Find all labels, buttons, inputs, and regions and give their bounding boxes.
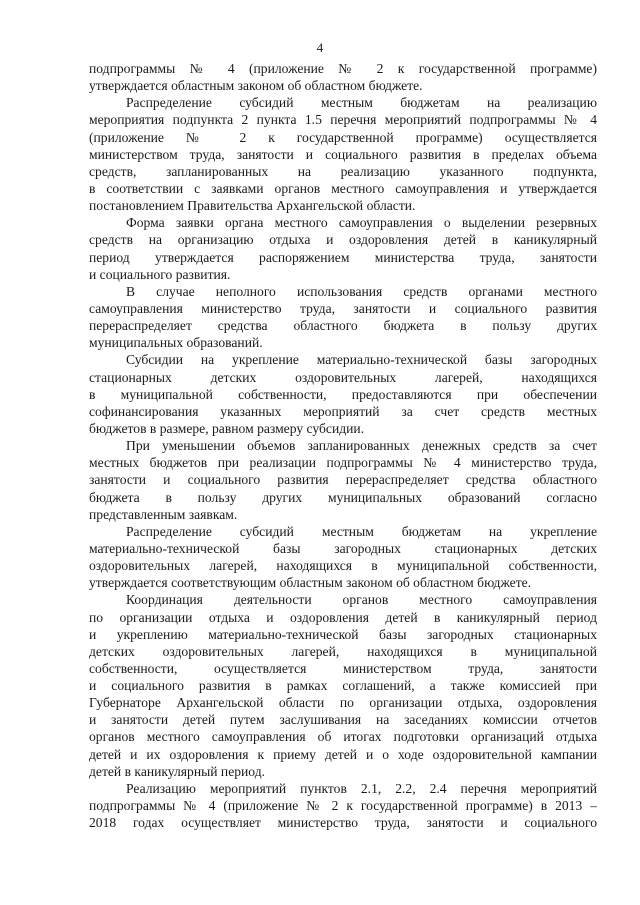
text-line: подпрограммы № 4 (приложение № 2 к государственной программе) в 2013 – <box>89 798 597 814</box>
text-line: и социального развития в рамках соглашений, а также комиссией при <box>89 678 597 694</box>
paragraph <box>89 591 597 780</box>
text-line: 2018 годах осуществляет министерство труда, занятости и социального <box>89 815 597 831</box>
text-line: в муниципальной собственности, предоставляются при обеспечении <box>89 386 597 402</box>
text-line: министерством труда, занятости и социального развития в пределах объема <box>89 146 597 162</box>
text-line: детских оздоровительных лагерей, находящихся в муниципальной <box>89 643 597 659</box>
text-line: материально-технической базы загородных стационарных детских <box>89 540 597 556</box>
text-line: Субсидии на укрепление материально-технической базы загородных <box>126 352 597 368</box>
text-line: перераспределяет средства областного бюджета в пользу других <box>89 318 597 334</box>
text-line: и занятости детей путем заслушивания на заседаниях комиссии отчетов <box>89 712 597 728</box>
text-line: бюджетов в размере, равном размеру субсидии. <box>89 420 365 436</box>
text-line: оздоровительных лагерей, находящихся в муниципальной собственности, <box>89 558 597 574</box>
text-line: и укреплению материально-технической базы загородных стационарных <box>89 626 597 642</box>
text-line: В случае неполного использования средств органами местного <box>126 283 597 299</box>
text-line: При уменьшении объемов запланированных денежных средств за счет <box>126 438 597 454</box>
text-line: самоуправления министерство труда, занятости и социального развития <box>89 300 597 316</box>
paragraph <box>89 214 597 283</box>
paragraph <box>89 60 597 94</box>
paragraph <box>89 437 597 523</box>
text-line: органов местного самоуправления об итогах подготовки организаций отдыха <box>89 729 597 745</box>
paragraph <box>89 283 597 352</box>
text-line: детей и их оздоровления к приему детей и о ходе оздоровительной кампании <box>89 746 597 762</box>
text-line: детей в каникулярный период. <box>89 763 266 779</box>
text-line: подпрограммы № 4 (приложение № 2 к государственной программе) <box>89 61 597 76</box>
paragraph <box>89 351 597 437</box>
text-line: Губернаторе Архангельской области по организации отдыха, оздоровления <box>89 695 597 711</box>
text-line: Распределение субсидий местным бюджетам на укрепление <box>126 523 597 539</box>
text-line: муниципальных образований. <box>89 335 263 351</box>
text-line: Координация деятельности органов местного самоуправления <box>126 592 597 608</box>
page-number: 4 <box>316 40 324 55</box>
text-line: утверждается соответствующим областным законом об областном бюджете. <box>89 575 532 591</box>
text-line: постановлением Правительства Архангельской области. <box>89 198 416 214</box>
text-line: местных бюджетов при реализации подпрограммы № 4 министерство труда, <box>89 455 597 471</box>
text-line: представленным заявкам. <box>89 506 238 522</box>
text-line: Реализацию мероприятий пунктов 2.1, 2.2, 2.4 перечня мероприятий <box>126 780 597 796</box>
text-line: утверждается областным законом об областном бюджете. <box>89 78 423 94</box>
text-line: бюджета в пользу других муниципальных образований согласно <box>89 489 597 505</box>
text-line: и социального развития. <box>89 266 231 282</box>
text-line: период утверждается распоряжением министерства труда, занятости <box>89 249 597 265</box>
text-line: софинансирования указанных мероприятий за счет средств местных <box>89 403 597 419</box>
text-line: занятости и социального развития перераспределяет средства областного <box>89 472 597 488</box>
text-line: средств на организацию отдыха и оздоровления детей в каникулярный <box>89 232 597 248</box>
text-line: собственности, осуществляется министерством труда, занятости <box>89 660 597 676</box>
text-line: (приложение № 2 к государственной программе) осуществляется <box>89 129 597 145</box>
text-line: средств, запланированных на реализацию указанного подпункта, <box>89 163 597 179</box>
paragraph <box>89 94 597 214</box>
text-line: Форма заявки органа местного самоуправления о выделении резервных <box>126 215 597 231</box>
paragraph <box>89 523 597 592</box>
text-line: Распределение субсидий местным бюджетам на реализацию <box>126 95 597 111</box>
text-line: стационарных детских оздоровительных лагерей, находящихся <box>89 369 597 385</box>
text-line: мероприятия подпункта 2 пункта 1.5 перечня мероприятий подпрограммы № 4 <box>89 112 597 128</box>
document-body <box>89 60 597 831</box>
paragraph <box>89 780 597 831</box>
text-line: по организации отдыха и оздоровления детей в каникулярный период <box>89 609 597 625</box>
text-line: в соответствии с заявками органов местного самоуправления и утверждается <box>89 180 597 196</box>
